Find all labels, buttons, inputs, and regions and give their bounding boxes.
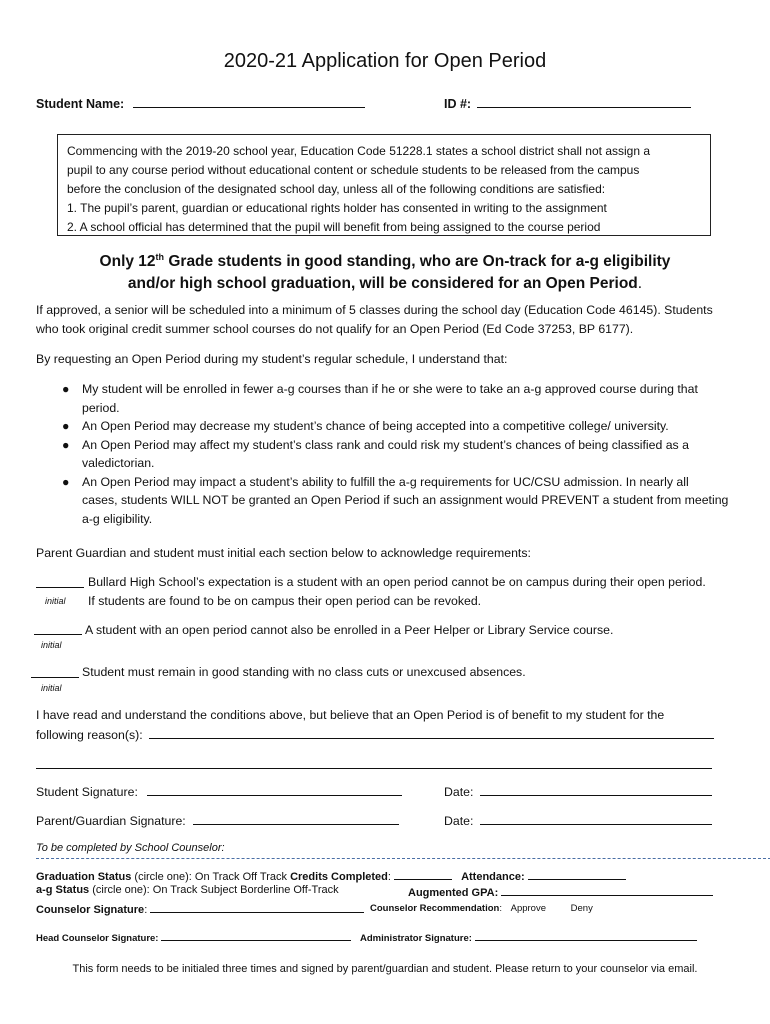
student-signature-label: Student Signature:	[36, 785, 138, 799]
list-item-text: period.	[82, 400, 120, 415]
acknowledgement-list	[62, 380, 742, 528]
paragraph-line: who took original credit summer school courses do not qualify for an Open Period (Ed Code 37253, BP 6177).	[36, 322, 634, 336]
reason-row	[36, 725, 714, 745]
credits-completed-label: Credits Completed	[290, 871, 388, 883]
colon: :	[387, 871, 391, 883]
notice-line: pupil to any course period without educational content or schedule students to be released from the campus	[67, 163, 640, 177]
student-name-field[interactable]	[133, 94, 365, 108]
student-signature-row	[36, 782, 402, 802]
initial-intro: Parent Guardian and student must initial each section below to acknowledge requirements:	[36, 546, 531, 560]
administrator-signature-label: Administrator Signature:	[360, 933, 472, 944]
attendance-field[interactable]	[528, 868, 626, 880]
headline-line: and/or high school graduation, will be considered for an Open Period	[127, 275, 638, 293]
counselor-signature-row	[36, 901, 364, 916]
colon: :	[144, 904, 148, 916]
augmented-gpa-field[interactable]	[501, 884, 713, 896]
ag-status-row	[36, 884, 339, 896]
parent-date-row	[444, 811, 712, 831]
parent-signature-label: Parent/Guardian Signature:	[36, 814, 186, 828]
list-item	[62, 417, 742, 436]
initial-caption: initial	[41, 683, 62, 693]
understand-intro: By requesting an Open Period during my student’s regular schedule, I understand that:	[36, 352, 508, 366]
headline-superscript: th	[155, 252, 165, 262]
bullet-icon: ●	[62, 437, 70, 452]
id-row	[444, 94, 691, 111]
headline-part: Only 12	[99, 253, 156, 271]
reason-line-1: I have read and understand the conditions above, but believe that an Open Period is of benefit to my student for the	[36, 708, 665, 722]
initial-item-2: A student with an open period cannot also be enrolled in a Peer Helper or Library Service course.	[85, 623, 614, 637]
initial-field-2[interactable]	[34, 622, 82, 635]
parent-signature-row	[36, 811, 399, 831]
initial-item-1	[88, 573, 706, 611]
student-date-row	[444, 782, 712, 802]
list-item-text: An Open Period may affect my student’s class rank and could risk my student’s chances of being classified as a	[82, 437, 689, 452]
reason-field-continued[interactable]	[36, 755, 712, 769]
headline-part: Grade students in good standing, who are On-track for a-g eligibility	[164, 253, 671, 271]
ag-status-options[interactable]: (circle one): On Track Subject Borderline Off-Track	[89, 884, 339, 896]
ag-status-label: a-g Status	[36, 884, 90, 896]
student-name-row	[36, 94, 365, 111]
list-item-text: An Open Period may decrease my student’s chance of being accepted into a competitive college/ university.	[82, 419, 669, 433]
initial-field-1[interactable]	[36, 575, 84, 588]
parent-signature-field[interactable]	[193, 811, 399, 825]
id-label: ID #:	[444, 97, 472, 111]
initial-field-3[interactable]	[31, 665, 79, 678]
date-label: Date:	[444, 814, 474, 828]
student-date-field[interactable]	[480, 782, 712, 796]
paragraph-line: If approved, a senior will be scheduled into a minimum of 5 classes during the school day (Education Code 46145). Students	[36, 303, 713, 317]
notice-line: Commencing with the 2019-20 school year, Education Code 51228.1 states a school district shall not assign a	[67, 144, 651, 158]
administrator-signature-field[interactable]	[475, 930, 697, 941]
notice-line: before the conclusion of the designated school day, unless all of the following conditions are satisfied:	[67, 182, 606, 196]
footer-note: This form needs to be initialed three times and signed by parent/guardian and student. Please return to your counselor via email.	[72, 963, 698, 975]
initial-item-text: If students are found to be on campus their open period can be revoked.	[88, 594, 482, 608]
student-signature-field[interactable]	[147, 782, 402, 796]
list-item	[62, 380, 742, 417]
administrator-signature-row	[360, 930, 697, 944]
counselor-signature-label: Counselor Signature	[36, 904, 145, 916]
notice-line: 1. The pupil’s parent, guardian or educational rights holder has consented in writing to the assignment	[67, 201, 607, 215]
deny-option[interactable]: Deny	[570, 903, 593, 914]
list-item-text: cases, students WILL NOT be granted an Open Period if such an assignment would PREVENT a student from meeting	[82, 493, 729, 507]
counselor-divider	[36, 858, 770, 859]
approve-option[interactable]: Approve	[510, 903, 546, 914]
initial-item-text: Bullard High School’s expectation is a student with an open period cannot be on campus during their open period.	[88, 575, 706, 589]
reason-label: following reason(s):	[36, 728, 143, 742]
attendance-label: Attendance:	[461, 871, 525, 883]
head-counselor-signature-row	[36, 930, 351, 944]
credits-completed-field[interactable]	[394, 868, 452, 880]
list-item-text: My student will be enrolled in fewer a-g courses than if he or she were to take an a-g approved course during that	[82, 382, 698, 396]
head-counselor-signature-field[interactable]	[161, 930, 351, 941]
notice-line: 2. A school official has determined that the pupil will benefit from being assigned to the course period	[67, 220, 601, 234]
page-title: 2020-21 Application for Open Period	[223, 50, 547, 72]
augmented-gpa-label: Augmented GPA:	[408, 887, 499, 899]
reason-field[interactable]	[149, 725, 714, 739]
graduation-status-options[interactable]: (circle one): On Track Off Track	[131, 871, 291, 883]
graduation-status-row	[36, 868, 626, 883]
education-code-notice	[57, 134, 711, 236]
eligibility-headline	[0, 246, 770, 295]
initial-item-3: Student must remain in good standing with no class cuts or unexcused absences.	[82, 665, 526, 679]
headline-period: .	[637, 275, 643, 293]
initial-caption: initial	[41, 640, 62, 650]
list-item	[62, 473, 742, 529]
initial-caption: initial	[45, 596, 66, 606]
list-item-text: An Open Period may impact a student’s ability to fulfill the a-g requirements for UC/CSU admission. In nearly all	[82, 474, 689, 489]
bullet-icon: ●	[62, 474, 70, 489]
approval-paragraph	[36, 301, 713, 339]
student-name-label: Student Name:	[36, 97, 125, 111]
colon: :	[499, 903, 502, 914]
head-counselor-signature-label: Head Counselor Signature:	[36, 933, 159, 944]
list-item-text: valedictorian.	[82, 456, 155, 470]
date-label: Date:	[444, 785, 474, 799]
gpa-row	[408, 884, 713, 899]
bullet-icon: ●	[62, 419, 70, 433]
counselor-recommendation-row	[370, 903, 593, 914]
counselor-recommendation-label: Counselor Recommendation	[370, 903, 500, 914]
counselor-signature-field[interactable]	[150, 901, 364, 913]
list-item	[62, 436, 742, 473]
graduation-status-label: Graduation Status	[36, 871, 132, 883]
counselor-caption: To be completed by School Counselor:	[36, 842, 225, 854]
bullet-icon: ●	[62, 382, 70, 396]
id-field[interactable]	[477, 94, 691, 108]
parent-date-field[interactable]	[480, 811, 712, 825]
list-item-text: a-g eligibility.	[82, 511, 153, 526]
